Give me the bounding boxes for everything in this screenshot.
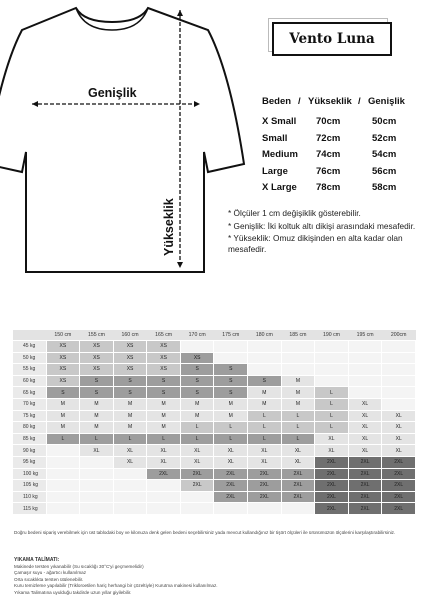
grid-cell [281,341,315,353]
grid-cell: L [315,410,349,422]
grid-row [13,410,416,422]
size-row-width: 52cm [372,132,397,144]
grid-cell [113,503,147,515]
grid-cell: 2XL [382,456,416,468]
grid-cell [248,352,282,364]
grid-cell [382,398,416,410]
grid-cell [180,341,214,353]
grid-cell [46,468,80,480]
grid-cell: S [214,387,248,399]
grid-cell: XS [147,352,181,364]
grid-weight-label: 90 kg [13,445,47,457]
grid-cell: L [80,433,114,445]
grid-cell: L [180,422,214,434]
grid-cell [281,352,315,364]
grid-cell: 2XL [180,480,214,492]
size-row-height: 70cm [316,116,341,127]
grid-weight-label: 55 kg [13,364,47,376]
care-line-3: Orta sıcaklıkta tersten ütülenebilir. [14,576,84,582]
grid-cell: 2XL [348,456,382,468]
grid-cell: XL [382,410,416,422]
grid-cell: M [80,398,114,410]
note-2: * Genişlik: İki koltuk altı dikişi arasındaki mesafedir. [228,220,416,231]
grid-cell: XL [214,456,248,468]
height-weight-size-grid [12,330,416,515]
grid-col-header: 195 cm [348,330,382,341]
grid-cell: 2XL [382,468,416,480]
grid-cell: S [46,387,80,399]
grid-cell: 2XL [315,480,349,492]
size-row-size: Small [262,132,288,144]
grid-cell: XL [248,456,282,468]
grid-cell [315,352,349,364]
grid-cell: XL [147,445,181,457]
grid-weight-label: 45 kg [13,341,47,353]
grid-cell: XS [147,341,181,353]
grid-cell: 2XL [248,468,282,480]
grid-cell [281,503,315,515]
grid-row [13,341,416,353]
grid-cell: 2XL [214,480,248,492]
size-row-size: X Small [262,116,297,127]
grid-cell [315,364,349,376]
grid-cell: S [180,375,214,387]
grid-weight-label: 85 kg [13,433,47,445]
grid-col-header: 150 cm [46,330,80,341]
grid-col-header: 170 cm [180,330,214,341]
grid-cell [214,352,248,364]
grid-weight-label: 110 kg [13,491,47,503]
grid-cell: XL [348,398,382,410]
grid-row [13,364,416,376]
grid-cell: S [147,375,181,387]
grid-cell: M [281,387,315,399]
care-title: YIKAMA TALİMATI: [14,557,60,563]
grid-weight-label: 100 kg [13,468,47,480]
care-lines [14,564,218,596]
grid-cell [46,456,80,468]
grid-cell: XS [80,364,114,376]
grid-row [13,352,416,364]
grid-cell: XL [348,410,382,422]
grid-cell: M [46,422,80,434]
grid-weight-label: 60 kg [13,375,47,387]
grid-cell [147,503,181,515]
brand-logo: Vento Luna [272,22,392,56]
grid-corner [13,330,47,341]
width-label: Genişlik [88,86,137,100]
header-sep-2: / [358,96,361,107]
grid-row [13,456,416,468]
grid-cell: 2XL [315,456,349,468]
grid-cell: L [214,422,248,434]
grid-cell [382,387,416,399]
grid-cell [248,341,282,353]
care-line-5: Yıkama Talimatına uyulduğu takdirde uzun yıllar giyilebilir. [14,589,132,595]
grid-cell: L [46,433,80,445]
grid-row [13,491,416,503]
grid-cell: M [80,422,114,434]
grid-col-header: 180 cm [248,330,282,341]
care-line-2: Çamaşır suyu - ağartıcı kullanılmaz [14,570,86,576]
grid-col-header: 175 cm [214,330,248,341]
grid-cell [113,480,147,492]
size-row-size: X Large [262,182,297,193]
grid-cell: L [315,398,349,410]
grid-cell: XL [248,445,282,457]
grid-cell [46,480,80,492]
grid-cell: XL [348,445,382,457]
grid-weight-label: 105 kg [13,480,47,492]
grid-row [13,422,416,434]
grid-cell [80,503,114,515]
grid-cell: M [113,422,147,434]
grid-cell: XS [113,364,147,376]
grid-cell: S [180,387,214,399]
grid-cell: XL [315,433,349,445]
grid-cell: M [180,398,214,410]
grid-row [13,398,416,410]
grid-cell [80,491,114,503]
grid-cell: XS [80,341,114,353]
grid-cell: L [248,410,282,422]
grid-cell: 2XL [214,491,248,503]
size-row-height: 74cm [316,149,341,160]
grid-cell: XL [180,456,214,468]
grid-cell: 2XL [382,491,416,503]
grid-cell: S [248,375,282,387]
size-row-height: 78cm [316,182,341,193]
grid-cell: XL [80,445,114,457]
grid-cell: 2XL [214,468,248,480]
grid-cell: M [214,410,248,422]
grid-cell [180,491,214,503]
header-size: Beden [262,96,292,107]
grid-row [13,503,416,515]
grid-cell: S [214,375,248,387]
grid-cell [80,480,114,492]
grid-cell: 2XL [315,491,349,503]
size-row-width: 54cm [372,149,397,160]
grid-cell: XS [46,364,80,376]
grid-cell: L [281,433,315,445]
grid-cell: S [147,387,181,399]
footnote: Doğru bedeni sipariş verebilmek için üst tablodaki boy ve kilonuza denk gelen bedeni seçebilirsiniz yada mevcut kullandığınız bir tişört ölçüleri ile ürünümüzün ölçülerini karşılaştırabilirsiniz. [14,530,396,535]
size-row-height: 76cm [316,165,341,177]
grid-cell: M [147,422,181,434]
grid-cell: M [147,398,181,410]
grid-row [13,375,416,387]
header-width: Genişlik [368,96,405,107]
size-row-width: 50cm [372,116,397,127]
grid-cell: 2XL [281,468,315,480]
care-line-1: Makinede tersten yıkanabilir (Su sıcaklığı 30°C'yi geçmemelidir) [14,564,144,569]
size-row-size: Medium [262,149,298,160]
grid-cell: XL [348,433,382,445]
grid-cell: 2XL [281,480,315,492]
grid-cell: XL [281,456,315,468]
grid-cell [315,375,349,387]
grid-weight-label: 80 kg [13,422,47,434]
grid-cell: M [113,410,147,422]
grid-cell [113,491,147,503]
grid-cell: XL [214,445,248,457]
grid-cell: 2XL [315,503,349,515]
grid-cell: S [113,375,147,387]
grid-row [13,480,416,492]
grid-cell: XS [147,364,181,376]
grid-col-header: 185 cm [281,330,315,341]
grid-row [13,468,416,480]
grid-cell: S [80,387,114,399]
grid-row [13,433,416,445]
grid-weight-label: 95 kg [13,456,47,468]
grid-cell [80,468,114,480]
header-height: Yükseklik [308,96,352,107]
header-sep-1: / [298,96,301,107]
size-row-size: Large [262,165,288,177]
grid-cell: 2XL [147,468,181,480]
grid-cell: 2XL [248,480,282,492]
grid-cell: L [315,422,349,434]
grid-cell: XS [113,341,147,353]
grid-cell [348,375,382,387]
grid-cell: M [46,410,80,422]
grid-cell: M [214,398,248,410]
grid-cell [46,503,80,515]
grid-cell [382,364,416,376]
grid-cell: 2XL [281,491,315,503]
grid-cell [46,491,80,503]
grid-cell: XS [80,352,114,364]
grid-cell: XL [180,445,214,457]
grid-cell [46,445,80,457]
grid-cell: 2XL [348,480,382,492]
grid-cell: L [214,433,248,445]
size-row-height: 72cm [316,132,341,144]
grid-cell [382,375,416,387]
grid-cell: S [180,364,214,376]
grid-cell: M [80,410,114,422]
grid-cell: L [180,433,214,445]
grid-cell: XL [382,433,416,445]
grid-row [13,387,416,399]
grid-cell [248,503,282,515]
grid-cell: 2XL [348,491,382,503]
grid-cell: 2XL [382,480,416,492]
grid-cell: L [281,410,315,422]
grid-weight-label: 65 kg [13,387,47,399]
grid-cell: XS [46,375,80,387]
grid-cell [80,456,114,468]
grid-cell: L [147,433,181,445]
grid-col-header: 165 cm [147,330,181,341]
grid-cell: XL [113,456,147,468]
grid-cell: XS [46,352,80,364]
grid-cell: 2XL [382,503,416,515]
grid-cell: XL [113,445,147,457]
grid-cell [248,364,282,376]
grid-cell: 2XL [315,468,349,480]
grid-cell: XL [382,445,416,457]
grid-col-header: 160 cm [113,330,147,341]
grid-cell [214,341,248,353]
grid-cell: 2XL [348,503,382,515]
size-row-width: 58cm [372,182,397,193]
grid-col-header: 200cm [382,330,416,341]
grid-row [13,445,416,457]
grid-weight-label: 75 kg [13,410,47,422]
grid-cell: XL [281,445,315,457]
grid-cell: S [113,387,147,399]
grid-cell [147,491,181,503]
grid-cell: 2XL [180,468,214,480]
grid-cell: S [80,375,114,387]
grid-cell [214,503,248,515]
size-row-width: 56cm [372,165,397,177]
grid-weight-label: 50 kg [13,352,47,364]
grid-cell: M [180,410,214,422]
grid-cell [147,480,181,492]
grid-cell [348,364,382,376]
grid-cell: L [281,422,315,434]
grid-cell: XL [382,422,416,434]
height-label: Yükseklik [162,198,176,256]
grid-cell [348,387,382,399]
note-1: * Ölçüler 1 cm değişiklik gösterebilir. [228,208,361,218]
grid-cell: M [147,410,181,422]
grid-cell: 2XL [248,491,282,503]
grid-col-header: 190 cm [315,330,349,341]
grid-cell: XL [348,422,382,434]
grid-cell [382,352,416,364]
grid-cell: M [281,375,315,387]
tshirt-outline [0,8,244,272]
height-arrow-head-top [177,10,183,16]
grid-cell: L [248,433,282,445]
grid-cell: L [248,422,282,434]
grid-weight-label: 70 kg [13,398,47,410]
grid-cell [113,468,147,480]
grid-cell: XL [315,445,349,457]
grid-cell: L [315,387,349,399]
grid-cell [382,341,416,353]
grid-col-header: 155 cm [80,330,114,341]
grid-cell: XS [46,341,80,353]
grid-cell [315,341,349,353]
grid-cell: 2XL [348,468,382,480]
grid-weight-label: 115 kg [13,503,47,515]
grid-cell: XS [113,352,147,364]
grid-cell [281,364,315,376]
grid-cell: L [113,433,147,445]
grid-cell: M [248,398,282,410]
grid-cell [348,352,382,364]
grid-cell [348,341,382,353]
grid-cell: XS [180,352,214,364]
grid-cell: M [248,387,282,399]
grid-cell: M [46,398,80,410]
note-3: * Yükseklik: Omuz dikişinden en alta kadar olan mesafedir. [228,233,403,254]
grid-cell: M [281,398,315,410]
grid-cell: M [113,398,147,410]
grid-cell [180,503,214,515]
grid-cell: XL [147,456,181,468]
care-line-4: Kuru temizleme yapılabilir (Trikloroetilen hariç herhangi bir çözeltiyle) Kurutma makinesi kullanılmaz. [14,583,218,589]
notes [228,208,422,256]
grid-cell: S [214,364,248,376]
